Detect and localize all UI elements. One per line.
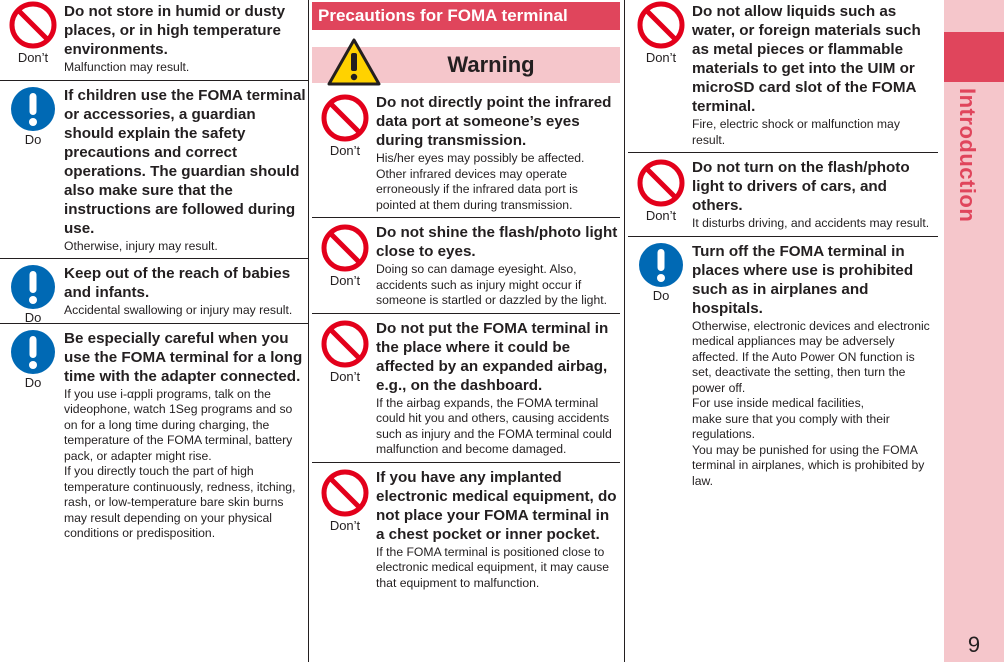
item-body: Doing so can damage eyesight. Also, accidents such as injury might occur if someone is startled or dazzled by the light.: [376, 262, 608, 307]
item-heading: Do not shine the flash/photo light close to eyes.: [376, 224, 618, 260]
divider: [312, 313, 620, 314]
symbol-label: Do: [24, 374, 42, 390]
column-divider-left: [308, 0, 309, 662]
item-heading: Be especially careful when you use the FOMA terminal for a long time with the adapter connected.: [64, 329, 303, 385]
item-heading: If you have any implanted electronic medical equipment, do not place your FOMA terminal in a chest pocket or inner pocket.: [376, 468, 617, 543]
precaution-item: [0, 86, 308, 255]
page-number: 9: [967, 632, 981, 657]
symbol-label: Do: [24, 310, 42, 325]
chapter-marker: [944, 32, 1004, 82]
item-body: His/her eyes may possibly be affected. Other infrared devices may operate erroneously if the infrared data port is pointed at them during transmission.: [376, 151, 585, 212]
item-body: Accidental swallowing or injury may result.: [64, 303, 293, 317]
precaution-item: [312, 319, 620, 458]
precaution-item: [312, 93, 620, 213]
symbol-label: Don’t: [329, 517, 361, 533]
do-symbol: [2, 329, 64, 390]
symbol-label: Don’t: [329, 368, 361, 384]
precaution-item: [0, 264, 308, 325]
divider: [628, 236, 938, 237]
symbol-label: Don’t: [645, 208, 677, 223]
warning-label: Warning: [447, 52, 535, 77]
item-body: Malfunction may result.: [64, 60, 190, 74]
precaution-item: [0, 329, 308, 542]
item-body: Fire, electric shock or malfunction may result.: [692, 117, 900, 147]
precaution-item: [628, 0, 938, 148]
section-title: Precautions for FOMA terminal: [312, 2, 620, 30]
exclamation-icon: [638, 242, 684, 288]
symbol-label: Do: [24, 131, 42, 147]
column-divider-right: [624, 0, 625, 662]
do-symbol: [630, 242, 692, 303]
dont-symbol: [314, 319, 376, 384]
symbol-label: Don’t: [329, 143, 361, 158]
divider: [0, 80, 308, 81]
precaution-item: [312, 468, 620, 592]
do-symbol: [2, 86, 64, 147]
prohibition-icon: [320, 93, 370, 143]
divider: [312, 217, 620, 218]
symbol-label: Do: [652, 287, 670, 303]
column-1: [0, 0, 308, 542]
precaution-item: [628, 242, 938, 490]
precaution-item: [312, 223, 620, 309]
item-body: If you use i-αppli programs, talk on the videophone, watch 1Seg programs and so on for a long time during charging, the temperature of the FOMA terminal, battery pack, or adapter might rise. If you directly touch the part of high temperature continuously, redness, itching, rash, or low-temperature bare skin burns may result depending on your physical conditions or predisposition.: [64, 386, 296, 540]
symbol-label: Don’t: [17, 50, 49, 65]
prohibition-icon: [636, 158, 686, 208]
dont-symbol: [2, 0, 64, 65]
precaution-item: [0, 0, 308, 76]
dont-symbol: [314, 468, 376, 533]
item-heading: Do not turn on the flash/photo light to drivers of cars, and others.: [692, 159, 910, 214]
chapter-label: Introduction: [955, 88, 980, 223]
item-body: It disturbs driving, and accidents may result.: [692, 216, 930, 230]
symbol-label: Don’t: [329, 273, 361, 288]
prohibition-icon: [320, 468, 370, 518]
item-heading: Do not allow liquids such as water, or foreign materials such as metal pieces or flammable materials to get into the UIM or microSD card slot of the FOMA terminal.: [692, 3, 921, 115]
item-body: Otherwise, injury may result.: [64, 238, 218, 253]
warning-banner: [312, 47, 620, 83]
prohibition-icon: [320, 223, 370, 273]
do-symbol: [2, 264, 64, 325]
item-body: Otherwise, electronic devices and electronic medical appliances may be adversely affected. If the Auto Power ON function is set, deactivate the setting, then turn the power off. For use inside medical facilities, make sure that you comply with their regulations. You may be punished for using the FOMA terminal in airplanes, which is prohibited by law.: [692, 318, 930, 488]
prohibition-icon: [636, 0, 686, 50]
column-3: [628, 0, 938, 489]
item-heading: Turn off the FOMA terminal in places where use is prohibited such as in airplanes and hospitals.: [692, 242, 914, 317]
item-heading: Do not directly point the infrared data port at someone’s eyes during transmission.: [376, 94, 612, 149]
chapter-side-tab: [944, 0, 1004, 662]
item-body: If the FOMA terminal is positioned close to electronic medical equipment, it may cause that equipment to malfunction.: [376, 544, 610, 590]
item-heading: Keep out of the reach of babies and infants.: [64, 265, 291, 301]
exclamation-icon: [10, 329, 56, 375]
prohibition-icon: [8, 0, 58, 50]
exclamation-icon: [10, 86, 56, 132]
dont-symbol: [630, 158, 692, 223]
item-body: If the airbag expands, the FOMA terminal could hit you and others, causing accidents such as injury and the FOMA terminal could malfunction and become damaged.: [376, 395, 612, 456]
item-heading: Do not store in humid or dusty places, or in high temperature environments.: [64, 3, 286, 58]
dont-symbol: [314, 93, 376, 158]
item-heading: Do not put the FOMA terminal in the place where it could be affected by an expanded airbag, e.g., on the dashboard.: [376, 319, 609, 394]
precaution-item: [628, 158, 938, 232]
prohibition-icon: [320, 319, 370, 369]
divider: [312, 462, 620, 463]
column-2: [312, 0, 620, 591]
exclamation-icon: [10, 264, 56, 310]
divider: [0, 258, 308, 259]
symbol-label: Don’t: [645, 50, 677, 65]
divider: [628, 152, 938, 153]
item-heading: If children use the FOMA terminal or accessories, a guardian should explain the safety precautions and correct operations. The guardian should also make sure that the instructions are followed during use.: [64, 86, 306, 237]
dont-symbol: [630, 0, 692, 65]
dont-symbol: [314, 223, 376, 288]
